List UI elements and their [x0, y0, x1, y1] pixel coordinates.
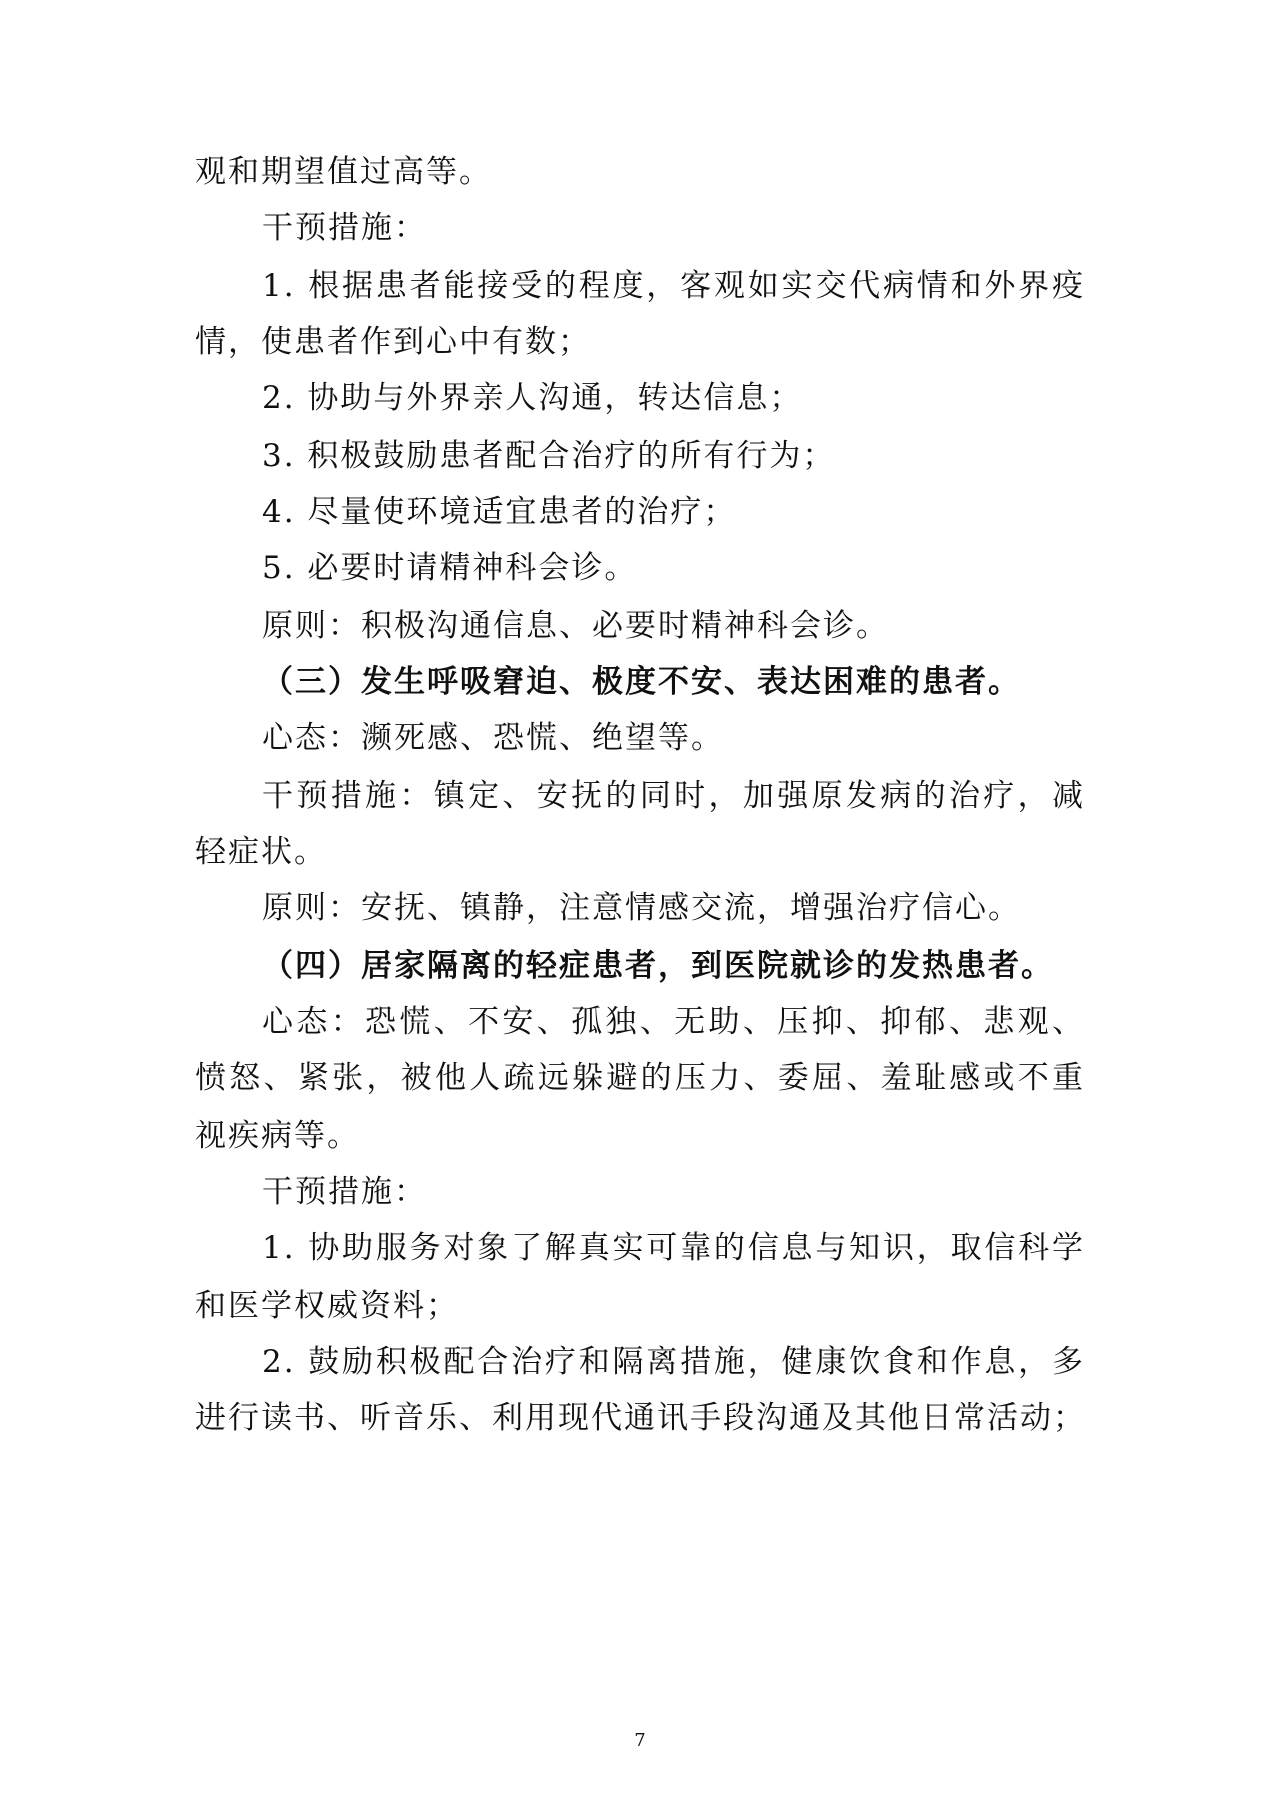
- list-item: 1. 协助服务对象了解真实可靠的信息与知识，取信科学: [262, 1230, 1085, 1266]
- text-line: 轻症状。: [195, 834, 327, 870]
- intervention-line: 干预措施：镇定、安抚的同时，加强原发病的治疗，减: [262, 778, 1085, 814]
- page-number: 7: [634, 1730, 646, 1751]
- list-item: 2. 鼓励积极配合治疗和隔离措施，健康饮食和作息，多: [262, 1344, 1085, 1380]
- section-heading: （四）居家隔离的轻症患者，到医院就诊的发热患者。: [262, 948, 1054, 984]
- text-line: 观和期望值过高等。: [195, 154, 492, 190]
- text-line: 情，使患者作到心中有数；: [195, 324, 591, 360]
- mindset-line: 心态：濒死感、恐慌、绝望等。: [262, 720, 724, 756]
- list-item: 3. 积极鼓励患者配合治疗的所有行为；: [262, 438, 836, 474]
- text-line: 进行读书、听音乐、利用现代通讯手段沟通及其他日常活动；: [195, 1400, 1086, 1436]
- text-line: 愤怒、紧张，被他人疏远躲避的压力、委屈、羞耻感或不重: [195, 1060, 1085, 1096]
- list-item: 1. 根据患者能接受的程度，客观如实交代病情和外界疫: [262, 268, 1085, 304]
- list-item: 5. 必要时请精神科会诊。: [262, 550, 638, 586]
- principle-line: 原则：积极沟通信息、必要时精神科会诊。: [262, 608, 889, 644]
- section-label: 干预措施：: [262, 210, 427, 246]
- list-item: 4. 尽量使环境适宜患者的治疗；: [262, 494, 737, 530]
- section-heading: （三）发生呼吸窘迫、极度不安、表达困难的患者。: [262, 664, 1021, 700]
- text-line: 视疾病等。: [195, 1118, 360, 1154]
- principle-line: 原则：安抚、镇静，注意情感交流，增强治疗信心。: [262, 890, 1021, 926]
- list-item: 2. 协助与外界亲人沟通，转达信息；: [262, 380, 803, 416]
- text-line: 和医学权威资料；: [195, 1288, 459, 1324]
- section-label: 干预措施：: [262, 1174, 427, 1210]
- mindset-line: 心态：恐慌、不安、孤独、无助、压抑、抑郁、悲观、: [262, 1004, 1085, 1040]
